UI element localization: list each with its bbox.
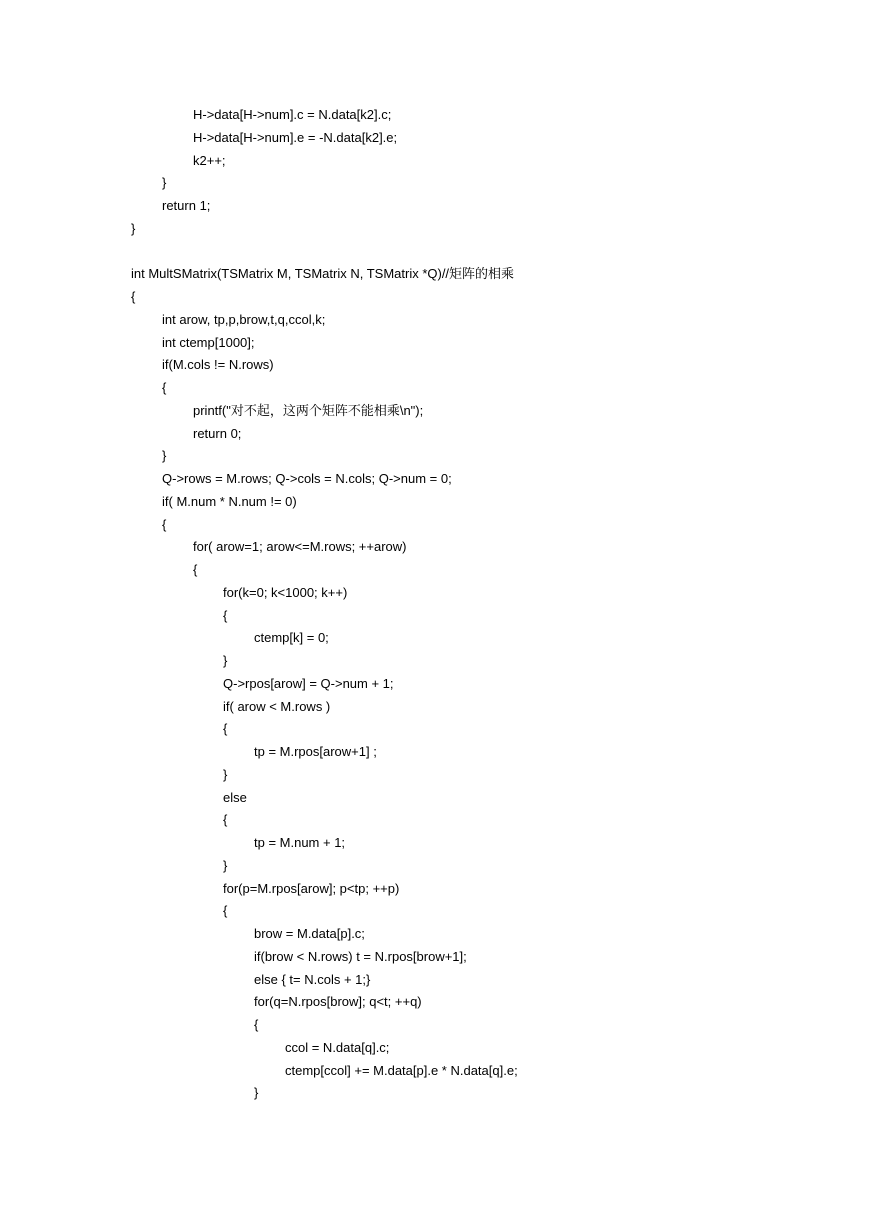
code-line: if( M.num * N.num != 0) <box>162 493 297 509</box>
code-line: if( arow < M.rows ) <box>223 698 331 714</box>
code-line: } <box>223 766 228 782</box>
code-line: if(M.cols != N.rows) <box>162 357 274 373</box>
code-line: { <box>131 289 136 304</box>
code-line: ccol = N.data[q].c; <box>285 1039 390 1055</box>
code-line: else { t= N.cols + 1;} <box>254 971 371 987</box>
code-line: { <box>223 607 228 623</box>
code-line: { <box>254 1017 259 1032</box>
code-line: Q->rpos[arow] = Q->num + 1; <box>223 675 394 691</box>
code-line: int arow, tp,p,brow,t,q,ccol,k; <box>162 311 326 327</box>
code-line: return 0; <box>193 425 242 441</box>
blank-line <box>131 241 851 264</box>
code-line: { <box>223 721 228 737</box>
code-line: H->data[H->num].c = N.data[k2].c; <box>193 107 392 122</box>
code-line: printf("对不起，这两个矩阵不能相乘\n"); <box>193 402 424 418</box>
code-line: } <box>223 857 228 873</box>
code-line: ctemp[ccol] += M.data[p].e * N.data[q].e; <box>285 1062 518 1078</box>
code-line: { <box>223 812 228 828</box>
code-line: if(brow < N.rows) t = N.rpos[brow+1]; <box>254 948 467 964</box>
code-line: ctemp[k] = 0; <box>254 630 329 646</box>
code-line: k2++; <box>193 152 226 168</box>
code-line: Q->rows = M.rows; Q->cols = N.cols; Q->num = 0; <box>162 471 452 486</box>
code-line: } <box>131 220 136 236</box>
code-line: for( arow=1; arow<=M.rows; ++arow) <box>193 539 407 555</box>
code-line: } <box>162 448 167 464</box>
code-line: int ctemp[1000]; <box>162 334 255 350</box>
code-line: } <box>162 175 167 191</box>
code-line: tp = M.rpos[arow+1] ; <box>254 744 377 759</box>
code-line: for(q=N.rpos[brow]; q<t; ++q) <box>254 994 422 1010</box>
code-line: else <box>223 789 247 805</box>
code-line: for(k=0; k<1000; k++) <box>223 584 348 600</box>
code-line: int MultSMatrix(TSMatrix M, TSMatrix N, TSMatrix *Q)//矩阵的相乘 <box>131 266 515 282</box>
code-line: { <box>162 516 167 532</box>
code-line: brow = M.data[p].c; <box>254 926 365 941</box>
code-line: tp = M.num + 1; <box>254 835 346 850</box>
code-line: H->data[H->num].e = -N.data[k2].e; <box>193 129 398 145</box>
code-line: { <box>193 562 198 577</box>
code-line: { <box>223 903 228 919</box>
code-line: for(p=M.rpos[arow]; p<tp; ++p) <box>223 880 400 896</box>
code-line: { <box>162 380 167 395</box>
code-line: } <box>223 653 228 668</box>
code-line: } <box>254 1085 259 1101</box>
code-line: return 1; <box>162 198 211 213</box>
code-listing <box>131 104 851 1105</box>
